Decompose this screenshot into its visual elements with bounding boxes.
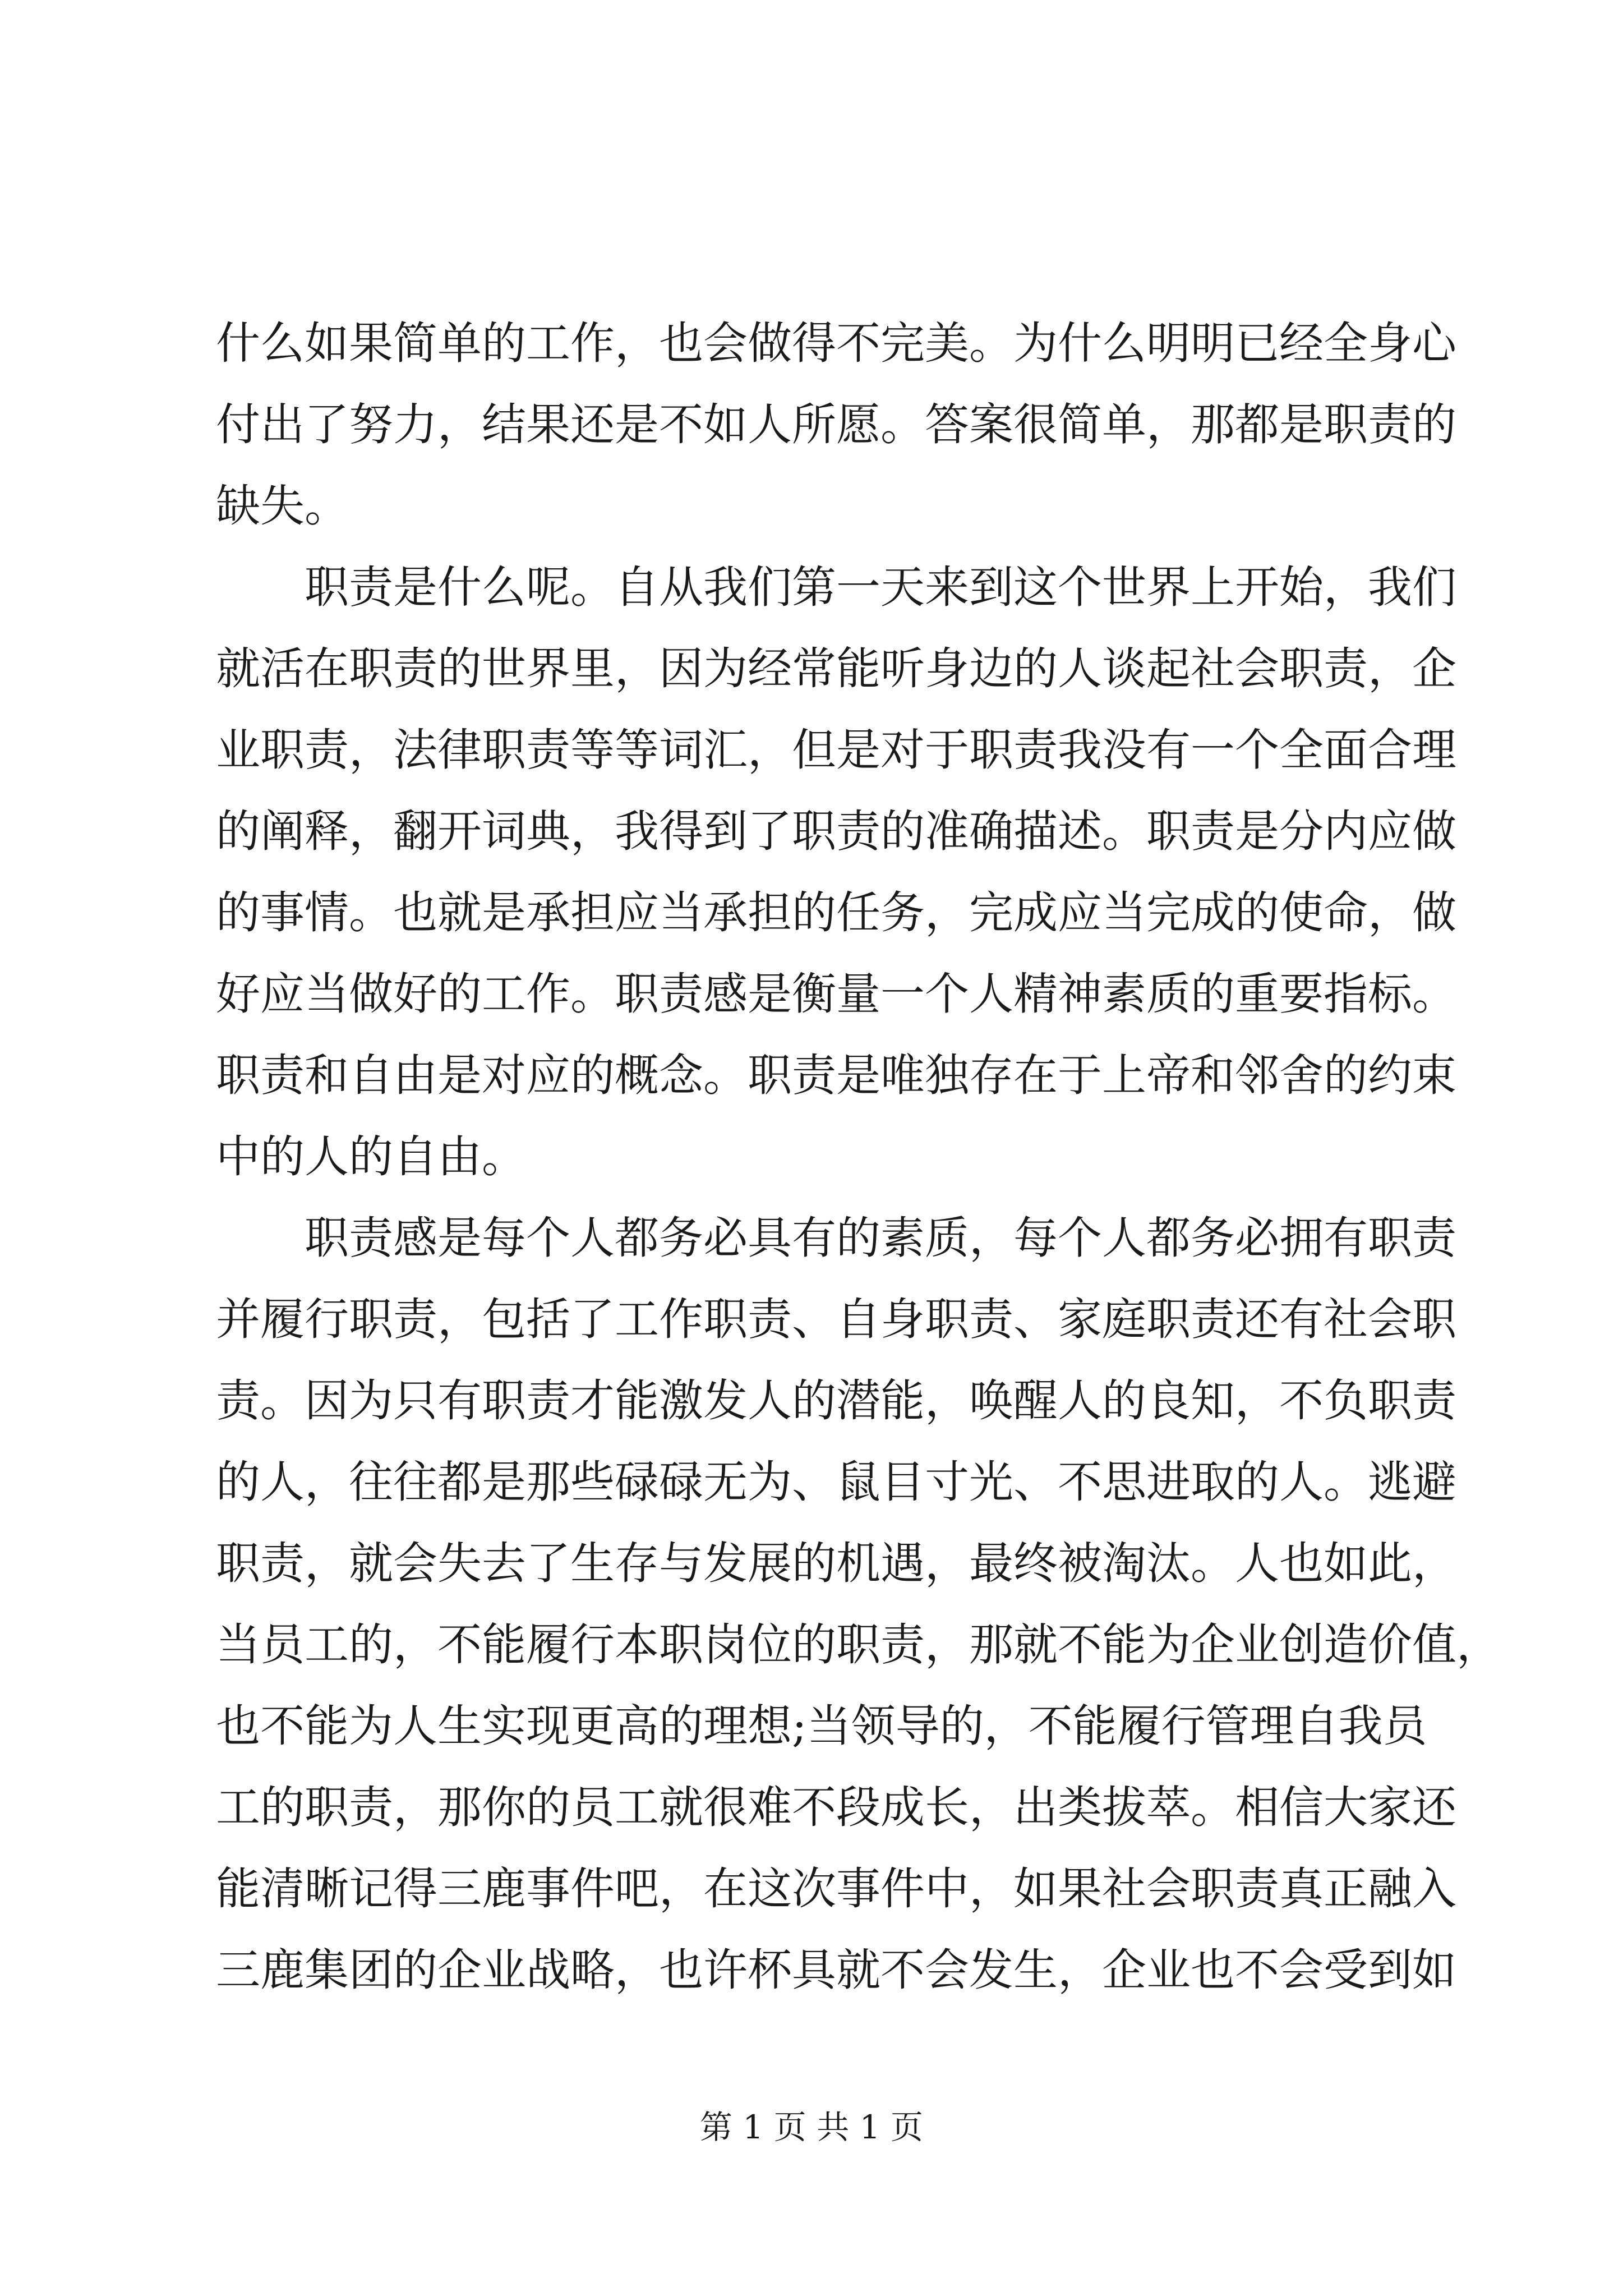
text-line: 职责，就会失去了生存与发展的机遇，最终被淘汰。人也如此， <box>216 1538 1456 1589</box>
text-line: 职责感是每个人都务必具有的素质，每个人都务必拥有职责 <box>305 1212 1456 1264</box>
text-line: 好应当做好的工作。职责感是衡量一个人精神素质的重要指标。 <box>216 968 1456 1020</box>
text-line: 也不能为人生实现更高的理想;当领导的，不能履行管理自我员 <box>216 1700 1427 1752</box>
text-line: 什么如果简单的工作，也会做得不完美。为什么明明已经全身心 <box>216 318 1456 369</box>
text-line: 并履行职责，包括了工作职责、自身职责、家庭职责还有社会职 <box>216 1294 1456 1345</box>
text-line: 付出了努力，结果还是不如人所愿。答案很简单，那都是职责的 <box>216 399 1456 450</box>
text-line: 职责和自由是对应的概念。职责是唯独存在于上帝和邻舍的约束 <box>216 1050 1456 1101</box>
text-line: 业职责，法律职责等等词汇，但是对于职责我没有一个全面合理 <box>216 724 1456 776</box>
text-line: 当员工的，不能履行本职岗位的职责，那就不能为企业创造价值， <box>216 1619 1501 1671</box>
text-line: 能清晰记得三鹿事件吧，在这次事件中，如果社会职责真正融入 <box>216 1863 1456 1915</box>
text-line: 的事情。也就是承担应当承担的任务，完成应当完成的使命，做 <box>216 887 1456 938</box>
text-line: 缺失。 <box>216 480 349 532</box>
text-line: 中的人的自由。 <box>216 1131 526 1182</box>
text-line: 就活在职责的世界里，因为经常能听身边的人谈起社会职责，企 <box>216 643 1456 694</box>
text-line: 责。因为只有职责才能激发人的潜能，唤醒人的良知，不负职责 <box>216 1375 1456 1427</box>
text-line: 的阐释，翻开词典，我得到了职责的准确描述。职责是分内应做 <box>216 806 1456 857</box>
page-footer <box>0 2101 1623 2148</box>
document-body <box>216 303 1501 2011</box>
text-line: 工的职责，那你的员工就很难不段成长，出类拔萃。相信大家还 <box>216 1782 1456 1833</box>
text-line: 职责是什么呢。自从我们第一天来到这个世界上开始，我们 <box>305 562 1456 613</box>
page-number-label: 第 1 页 共 1 页 <box>700 2108 923 2146</box>
text-line: 的人，往往都是那些碌碌无为、鼠目寸光、不思进取的人。逃避 <box>216 1456 1456 1508</box>
text-line: 三鹿集团的企业战略，也许杯具就不会发生，企业也不会受到如 <box>216 1944 1456 1996</box>
